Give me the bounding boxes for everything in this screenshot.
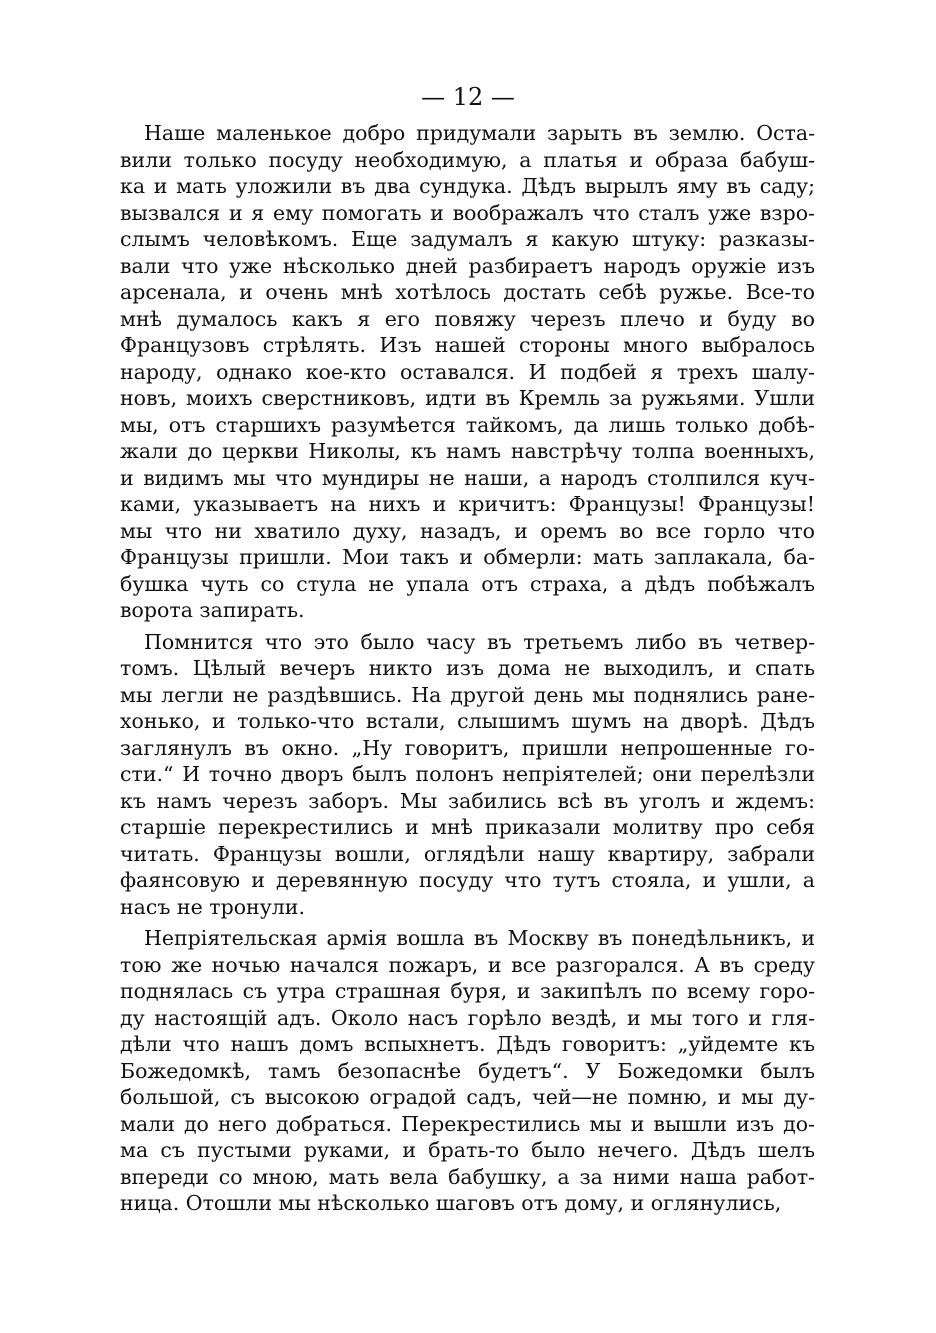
text-line: къ намъ черезъ заборъ. Мы забились всѣ въ уголъ и ждемъ:	[120, 788, 815, 813]
text-line: заглянулъ въ окно. „Ну говоритъ, пришли непрошенные го-	[120, 735, 815, 760]
text-line: Наше маленькое добро придумали зарыть въ землю. Оста-	[144, 121, 815, 145]
page-number: — 12 —	[421, 83, 515, 111]
text-line: насъ не тронули.	[120, 894, 305, 919]
text-line: мы легли не раздѣвшись. На другой день мы поднялись ране-	[120, 682, 815, 707]
text-line: бушка чуть со стула не упала отъ страха, а дѣдъ побѣжалъ	[120, 571, 815, 596]
text-line: Французовъ стрѣлять. Изъ нашей стороны много выбралось	[120, 333, 815, 357]
text-line: вали что уже нѣсколько дней разбираетъ народъ оружіе изъ	[120, 253, 815, 278]
text-line: мнѣ думалось какъ я его повяжу черезъ плечо и буду во	[120, 306, 815, 331]
text-line: жали до церкви Николы, къ намъ навстрѣчу толпа военныхъ,	[120, 439, 815, 463]
paragraph	[120, 925, 815, 1217]
text-line: Божедомкѣ, тамъ безопаснѣе будетъ“. У Божедомки былъ	[120, 1058, 815, 1083]
text-line: ворота запирать.	[120, 598, 305, 622]
text-line: ка и мать уложили въ два сундука. Дѣдъ вырылъ яму въ саду;	[120, 174, 815, 198]
text-line: читать. Французы вошли, оглядѣли нашу квартиру, забрали	[120, 841, 815, 866]
text-line: народу, однако кое-кто оставался. И подбей я трехъ шалу-	[120, 359, 815, 384]
text-line: мы что ни хватило духу, назадъ, и оремъ во все горло что	[120, 518, 815, 543]
text-line: Непріятельская армія вошла въ Москву въ понедѣльникъ, и	[144, 926, 815, 950]
page-text	[120, 120, 815, 1222]
text-line: ками, указываетъ на нихъ и кричитъ: Французы! Французы!	[120, 492, 815, 516]
paragraph	[120, 120, 815, 624]
text-line: хонько, и только-что встали, слышимъ шумъ на дворѣ. Дѣдъ	[120, 709, 815, 733]
text-line: мали до него добраться. Перекрестились мы и вышли изъ до-	[120, 1111, 815, 1136]
text-line: фаянсовую и деревянную посуду что тутъ стояла, и ушли, а	[120, 868, 815, 892]
text-line: сти.“ И точно дворъ былъ полонъ непріятелей; они перелѣзли	[120, 762, 815, 786]
text-line: впереди со мною, мать вела бабушку, а за ними наша работ-	[120, 1164, 815, 1189]
text-line: Французы пришли. Мои такъ и обмерли: мать заплакала, ба-	[120, 545, 815, 569]
text-line: вили только посуду необходимую, а платья и образа бабуш-	[120, 147, 815, 172]
text-line: вызвался и я ему помогать и воображалъ что сталъ уже взро-	[120, 200, 815, 225]
paragraph	[120, 629, 815, 921]
text-line: мы, отъ старшихъ разумѣется тайкомъ, да лишь только добѣ-	[120, 412, 815, 437]
text-line: дѣли что нашъ домъ вспыхнетъ. Дѣдъ говоритъ: „уйдемте къ	[120, 1032, 815, 1056]
text-line: и видимъ мы что мундиры не наши, а народъ столпился куч-	[120, 465, 815, 490]
text-line: большой, съ высокою оградой садъ, чей—не помню, и мы ду-	[120, 1085, 815, 1109]
text-line: ма съ пустыми руками, и брать-то было нечего. Дѣдъ шелъ	[120, 1138, 815, 1162]
text-line: Помнится что это было часу въ третьемъ либо въ четвер-	[144, 629, 815, 654]
text-line: томъ. Цѣлый вечеръ никто изъ дома не выходилъ, и спать	[120, 656, 815, 680]
text-line: ду настоящій адъ. Около насъ горѣло вездѣ, и мы того и гля-	[120, 1005, 815, 1030]
text-line: арсенала, и очень мнѣ хотѣлось достать себѣ ружье. Все-то	[120, 280, 815, 304]
text-line: старшіе перекрестились и мнѣ приказали молитву про себя	[120, 815, 815, 839]
text-line: слымъ человѣкомъ. Еще задумалъ я какую штуку: разказы-	[120, 227, 815, 251]
text-line: ница. Отошли мы нѣсколько шаговъ отъ дому, и оглянулись,	[120, 1191, 782, 1215]
text-line: поднялась съ утра страшная буря, и закипѣлъ по всему горо-	[120, 979, 815, 1003]
text-line: новъ, моихъ сверстниковъ, идти въ Кремль за ружьями. Ушли	[120, 386, 815, 410]
text-line: тою же ночью начался пожаръ, и все разгорался. А въ среду	[120, 952, 815, 977]
